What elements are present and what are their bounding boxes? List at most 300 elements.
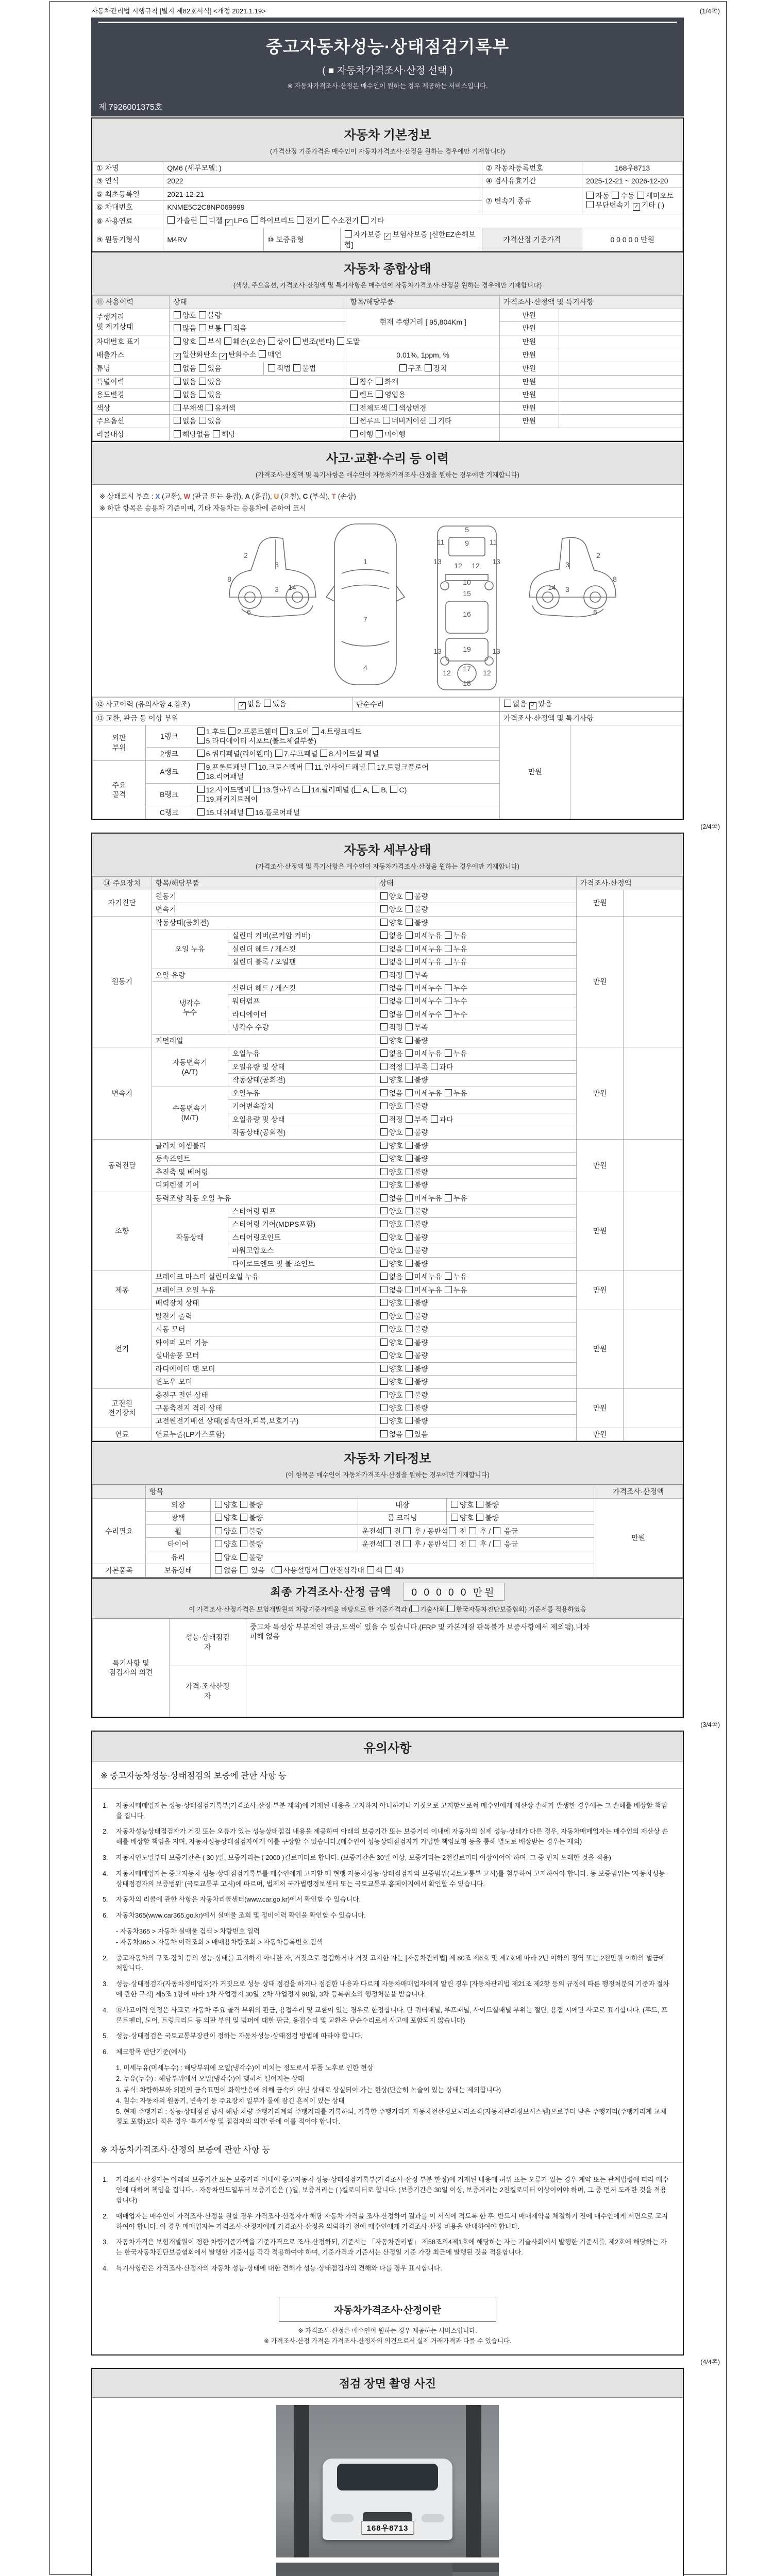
notice-item: 1. 자동차매매업자는 성능·상태점검기록부(가격조사·산정 부분 제외)에 기재된 내용을 고지하지 아니하거나 거짓으로 고지함으로써 매수인에게 재산상 손해가 발생한 경우에는 그 손해를 배상할 책임을 집니다. — [103, 1801, 667, 1820]
checkbox-unchecked — [445, 1194, 452, 1201]
checkbox-unchecked — [380, 945, 388, 952]
form-cell: 12.사이드멤버 13.휠하우스 14.필러패널 ( A, B, C) 19.패키지트레이 — [193, 783, 499, 806]
form-cell: 광택 — [146, 1512, 211, 1524]
form-cell: 없음 있음 — [169, 415, 346, 428]
form-cell: 양호 불량 — [210, 1538, 358, 1551]
form-cell: 냉각수 누수 — [152, 982, 228, 1035]
checkbox-unchecked — [251, 216, 258, 224]
checkbox-unchecked — [406, 1351, 413, 1359]
checkbox-unchecked — [431, 1115, 438, 1123]
checkbox-unchecked — [215, 1514, 222, 1521]
checkbox-unchecked — [380, 919, 388, 926]
svg-text:13: 13 — [492, 647, 500, 656]
form-cell: 15.대쉬패널 16.플로어패널 — [193, 806, 499, 819]
form-cell: 양호 불량 — [376, 1336, 576, 1349]
form-cell: 워터펌프 — [228, 995, 376, 1008]
checkbox-unchecked — [406, 1207, 413, 1214]
form-cell: 실내송풍 모터 — [152, 1349, 376, 1362]
form-cell: 주요옵션 — [93, 415, 170, 428]
checkbox-unchecked — [215, 1501, 222, 1508]
checkbox-unchecked — [406, 1417, 413, 1424]
checkbox-unchecked — [380, 997, 388, 1004]
checkbox-unchecked — [380, 1286, 388, 1293]
checkbox-unchecked — [445, 1010, 452, 1018]
checkbox-unchecked — [337, 337, 344, 345]
checkbox-checked: ✓ — [384, 233, 391, 240]
checkbox-unchecked — [380, 1378, 388, 1385]
form-cell: ④ 검사유효기간 — [482, 175, 582, 188]
form-cell: 만원 — [500, 335, 559, 348]
checkbox-unchecked — [380, 1417, 388, 1424]
form-cell: 운전석 전 후 / 동반석 전 후 / 응급 — [358, 1524, 594, 1537]
form-cell — [559, 362, 682, 375]
checkbox-unchecked — [406, 1430, 413, 1437]
form-cell: 만원 — [500, 375, 559, 388]
final-price-label: 최종 가격조사·산정 금액 — [270, 1586, 392, 1598]
form-cell: 자동 수동 세미오토 무단변속기 ✓ 기타 ( ) — [582, 188, 683, 214]
form-cell: ⑧ 사용연료 — [93, 214, 163, 228]
form-cell: 발전기 출력 — [152, 1310, 376, 1323]
form-cell: 동력조향 작동 오일 누유 — [152, 1192, 376, 1205]
form-cell: ③ 연식 — [93, 175, 163, 188]
form-cell: 만원 — [576, 916, 624, 1047]
form-cell: 만원 — [594, 1498, 683, 1577]
checkbox-unchecked — [380, 1246, 388, 1253]
form-cell: 1랭크 — [146, 725, 193, 748]
form-cell: 없음 있음 — [169, 388, 346, 401]
notice-subitem: 1. 미세누유(미세누수) : 해당부위에 오일(냉각수)이 비치는 정도로서 부품 노후로 인한 현상 — [116, 2064, 374, 2072]
form-cell — [624, 1428, 683, 1440]
svg-text:1: 1 — [363, 557, 367, 566]
checkbox-unchecked — [306, 763, 313, 770]
form-cell: 없음 미세누유 누유 — [376, 1270, 576, 1283]
form-cell: 적정 부족 — [376, 969, 576, 981]
detail-state-title: 자동차 세부상태 — [344, 843, 431, 858]
form-cell — [246, 1666, 682, 1717]
checkbox-unchecked — [380, 1181, 388, 1188]
form-cell: 없음 미세누수 누수 — [376, 1008, 576, 1021]
form-cell: ⑪ 사용이력 — [93, 296, 170, 309]
checkbox-unchecked — [380, 1220, 388, 1227]
svg-text:11: 11 — [436, 538, 445, 547]
form-cell: 양호 불량 — [376, 1244, 576, 1257]
checkbox-unchecked — [240, 1540, 247, 1547]
form-cell: 만원 — [500, 322, 559, 335]
overall-state-band — [92, 251, 683, 295]
checkbox-unchecked — [380, 931, 388, 939]
checkbox-unchecked — [445, 945, 452, 952]
svg-text:12: 12 — [472, 562, 480, 570]
checkbox-unchecked — [224, 337, 231, 345]
basic-info-band — [92, 118, 683, 161]
form-cell: 양호 불량 — [376, 1153, 576, 1165]
form-cell: 특기사항 및 점검자의 의견 — [93, 1619, 170, 1717]
notice-item: 3. 자동차인도일부터 보증기간은 ( 30 )일, 보증거리는 ( 2000 )킬로미터로 합니다. (보증기간은 30일 이상, 보증거리는 2천킬로미터 이상이어야 하며, 그 중 먼저 도래한 것을 적용) — [103, 1854, 611, 1861]
title-header — [91, 18, 684, 116]
checkbox-unchecked — [406, 1063, 413, 1070]
checkbox-unchecked — [312, 727, 319, 735]
checkbox-unchecked — [380, 1391, 388, 1398]
checkbox-unchecked — [380, 984, 388, 991]
form-cell: 오일유량 및 상태 — [228, 1060, 376, 1073]
checkbox-unchecked — [240, 1501, 247, 1508]
checkbox-unchecked — [406, 1378, 413, 1385]
form-cell: 없음 있음 — [169, 375, 346, 388]
form-cell — [559, 348, 682, 362]
checkbox-unchecked — [228, 727, 236, 735]
etc-info-band — [92, 1441, 683, 1485]
checkbox-unchecked — [406, 971, 413, 978]
form-cell: 고전원 전기장치 — [93, 1388, 152, 1428]
form-cell: ⑦ 변속기 종류 — [482, 188, 582, 214]
checkbox-unchecked — [174, 378, 181, 385]
checkbox-unchecked — [406, 1155, 413, 1162]
form-cell: 실린더 커버(로커암 커버) — [228, 929, 376, 942]
form-cell: 디퍼렌셜 기어 — [152, 1179, 376, 1192]
form-cell: 타이어 — [146, 1538, 211, 1551]
form-cell: 없음 있음 — [169, 362, 263, 375]
form-cell: 2022 — [163, 175, 482, 188]
form-cell: 항목 — [146, 1485, 594, 1498]
form-cell — [559, 309, 682, 321]
svg-text:17: 17 — [463, 665, 471, 673]
checkbox-checked: ✓ — [174, 353, 181, 360]
form-cell: 양호 불량 — [376, 916, 576, 929]
form-cell: ⑤ 최초등록일 — [93, 188, 163, 200]
form-cell: 원동기 — [93, 916, 152, 1047]
form-cell: 양호 불량 — [376, 1126, 576, 1139]
svg-text:6: 6 — [593, 608, 597, 617]
checkbox-unchecked — [264, 700, 271, 707]
checkbox-unchecked — [293, 337, 300, 345]
checkbox-unchecked — [367, 1566, 374, 1573]
notice-item: 4. 특기사항란은 가격조사·산정자의 자동차 성능·상태에 대한 견해가 성능·상태점검자의 견해와 다를 경우 표시합니다. — [103, 2264, 442, 2273]
checkbox-checked: ✓ — [220, 353, 227, 360]
checkbox-unchecked — [380, 1010, 388, 1018]
checkbox-unchecked — [240, 1514, 247, 1521]
checkbox-checked: ✓ — [225, 219, 232, 226]
checkbox-unchecked — [197, 786, 205, 793]
checkbox-unchecked — [406, 892, 413, 900]
checkbox-unchecked — [406, 1391, 413, 1398]
notice-item: 6. 자동차365(www.car365.go.kr)에서 실매물 조회 및 정비이력 확인을 확인할 수 있습니다. — [103, 1911, 366, 1920]
form-cell: 룸 크리닝 — [358, 1512, 447, 1524]
form-cell: ⑫ 사고이력 (유의사항 4.참조) — [93, 698, 234, 711]
form-cell: 항목/해당부품 — [346, 296, 500, 309]
checkbox-unchecked — [406, 1102, 413, 1109]
checkbox-unchecked — [406, 1049, 413, 1057]
form-cell: 고전원전기배선 상태(접속단자,피복,보호기구) — [152, 1415, 376, 1428]
form-cell: 만원 — [500, 415, 559, 428]
checkbox-unchecked — [372, 786, 379, 793]
checkbox-unchecked — [240, 1566, 247, 1573]
form-cell: 수동변속기 (M/T) — [152, 1087, 228, 1139]
checkbox-unchecked — [246, 808, 254, 816]
checkbox-unchecked — [197, 763, 205, 770]
final-price-band — [92, 1578, 683, 1619]
form-cell: 없음 미세누유 누유 — [376, 1087, 576, 1099]
checkbox-unchecked — [200, 216, 207, 224]
checkbox-unchecked — [199, 417, 206, 424]
checkbox-unchecked — [380, 1128, 388, 1136]
form-cell: 냉각수 수량 — [228, 1021, 376, 1034]
checkbox-unchecked — [380, 1325, 388, 1332]
form-cell: 양호 불량 — [169, 309, 346, 321]
form-cell: 동력전달 — [93, 1139, 152, 1192]
svg-text:3: 3 — [275, 561, 279, 569]
checkbox-unchecked — [406, 984, 413, 991]
form-cell: 만원 — [500, 309, 559, 321]
checkbox-unchecked — [411, 1605, 418, 1612]
form-cell: 중고차 특성상 부분적인 판금,도색이 있을 수 있습니다.(FRP 및 카본재질 판독불가 보증사항에서 제외됨).내차 피해 없음 — [246, 1619, 682, 1666]
form-cell: 2랭크 — [146, 748, 193, 760]
form-cell: KNME5C2C8NP069999 — [163, 201, 482, 214]
form-cell: 없음 미세누유 누유 — [376, 1047, 576, 1060]
checkbox-unchecked — [297, 216, 304, 224]
checkbox-unchecked — [215, 1527, 222, 1534]
checkbox-unchecked — [451, 1514, 458, 1521]
checkbox-unchecked — [350, 391, 358, 398]
form-cell: QM6 (세부모델: ) — [163, 162, 482, 175]
form-cell: 성능·상태점검 자 — [169, 1619, 246, 1666]
checkbox-unchecked — [451, 1501, 458, 1508]
form-cell: 자기진단 — [93, 890, 152, 916]
page-number-2: (2/4쪽) — [700, 823, 720, 831]
detail-state-table — [92, 876, 683, 1441]
checkbox-unchecked — [213, 430, 220, 437]
checkbox-checked: ✓ — [529, 702, 536, 709]
form-cell: 양호 불량 — [376, 1218, 576, 1231]
checkbox-unchecked — [380, 1365, 388, 1372]
notice-subitem: - 자동차365 > 자동차 실매물 검색 > 차량번호 입력 — [116, 1927, 260, 1936]
form-cell: ✓ 없음 있음 — [234, 698, 352, 711]
svg-text:14: 14 — [548, 583, 556, 592]
checkbox-unchecked — [404, 1527, 411, 1534]
form-cell: 수리필요 — [93, 1498, 146, 1564]
notice-item: 2. 중고자동차의 구조·장치 등의 성능·상태를 고지하지 아니한 자, 거짓으로 점검하거나 거짓 고지한 자는 [자동차관리법] 제 80조 제6호 및 제7호에 따라 2년 이하의 징역 또는 2천만원 이하의 벌금에 처합니다. — [103, 1954, 665, 1972]
notices-band — [92, 1732, 683, 1761]
final-price-note: 이 가격조사·산정가격은 보험개발원의 차량기준가액을 바탕으로 한 기준가격과 ( 기술사회, 한국자동차진단보증협회) 기준서를 적용하였음 — [189, 1605, 586, 1613]
checkbox-unchecked — [275, 1566, 282, 1573]
form-cell: 현재 주행거리 [ 95,804Km ] — [346, 309, 500, 335]
notice-item: 1. 가격조사·산정자는 아래의 보증기간 또는 보증거리 이내에 중고자동차 성능·상태점검기록부(가격조사·산정 부분 한정)에 기재된 내용에 허위 또는 오류가 있는 경우 계약 또는 관계법령에 따라 매수인에 대하여 책임을 집니다. · 자동차인도일부터 보증기간은 ( )일, 보증거리는 ( )킬로미터로 합니다. (보증기간은 30일 이상, 보증거리는 2천킬로미터 이상이어야 하며, 그 중 먼저 도래한 것을 적용합니다) — [103, 2176, 669, 2204]
form-cell: 원동기 — [152, 890, 376, 903]
checkbox-unchecked — [380, 1168, 388, 1175]
inspection-photo-front — [276, 2405, 499, 2557]
form-cell: 가격·조사산정 자 — [169, 1666, 246, 1717]
basic-info-subtitle: (가격산정 기준가격은 매수인이 자동차가격조사·산정을 원하는 경우에만 기재합니다) — [270, 148, 505, 155]
form-cell: 기본품목 — [93, 1564, 146, 1577]
price-survey-info-lines: ※ 가격조사·산정은 매수인이 원하는 경우 제공하는 서비스입니다. ※ 가격조사·산정 가격은 가격조사·산정자의 의견으로서 실제 거래가격과 다를 수 있습니다. — [263, 2327, 512, 2345]
document-note: ※ 자동차가격조사·산정은 매수인이 원하는 경우 제공하는 서비스입니다. — [287, 82, 488, 90]
form-cell: 유리 — [146, 1551, 211, 1564]
notice-item: 2. 매매업자는 매수인이 가격조사·산정을 원할 경우 가격조사·산정자가 해당 자동차 가격을 조사·산정하여 결과를 이 서식에 적도록 한 후, 반드시 매매계약을 체결하기 전에 매수인에게 서면으로 고지하여야 합니다. 이 경우 매매업자는 가격조사·산정자에게 가격조사·산정을 의뢰하기 전에 매수인에게 가격조사·산정 비용을 안내하여야 합니다. — [103, 2212, 668, 2230]
page-number-3: (3/4쪽) — [700, 1721, 720, 1728]
page-number-1: (1/4쪽) — [699, 7, 720, 15]
form-cell: 만원 — [500, 401, 559, 414]
checkbox-unchecked — [380, 1338, 388, 1346]
checkbox-unchecked — [476, 1501, 483, 1508]
photos-title: 점검 장면 촬영 사진 — [92, 2369, 683, 2398]
checkbox-unchecked — [215, 1540, 222, 1547]
checkbox-unchecked — [167, 216, 175, 224]
checkbox-unchecked — [431, 1063, 438, 1070]
checkbox-unchecked — [406, 1142, 413, 1149]
svg-text:7: 7 — [363, 615, 367, 624]
checkbox-unchecked — [354, 786, 361, 793]
form-cell: 오일유량 및 상태 — [228, 1113, 376, 1126]
checkbox-unchecked — [406, 1325, 413, 1332]
form-cell: 가격산정 기준가격 — [482, 228, 582, 251]
svg-text:11: 11 — [489, 538, 497, 547]
checkbox-unchecked — [406, 1089, 413, 1096]
svg-text:6: 6 — [247, 608, 251, 617]
checkbox-unchecked — [399, 364, 407, 371]
svg-text:13: 13 — [433, 557, 442, 566]
form-cell: 적법 불법 — [264, 362, 346, 375]
checkbox-unchecked — [275, 750, 282, 757]
form-cell: 오일누유 — [228, 1087, 376, 1099]
form-cell: 배력장치 상태 — [152, 1297, 376, 1310]
form-cell: 상태 — [376, 877, 576, 890]
form-cell: ⑥ 차대번호 — [93, 201, 163, 214]
notices-group-heading: ※ 중고자동차성능·상태점검의 보증에 관한 사항 등 — [92, 1761, 683, 1789]
notice-item: 6. 체크항목 판단기준(예시) — [103, 2048, 186, 2056]
form-cell: 0.01%, 1ppm, % — [346, 348, 500, 362]
svg-text:13: 13 — [433, 647, 442, 656]
form-cell: 침수 화재 — [346, 375, 500, 388]
checkbox-unchecked — [368, 763, 375, 770]
document-number: 제 7926001375호 — [98, 103, 163, 112]
checkbox-unchecked — [380, 1142, 388, 1149]
checkbox-unchecked — [174, 391, 181, 398]
form-cell: 리콜대상 — [93, 428, 170, 440]
document-subtitle: ( ■ 자동차가격조사·산정 선택 ) — [322, 65, 453, 76]
form-cell: 만원 — [576, 1428, 624, 1440]
checkbox-unchecked — [586, 201, 594, 208]
checkbox-unchecked — [380, 1023, 388, 1030]
form-cell: M4RV — [163, 228, 264, 251]
form-cell: 용도변경 — [93, 388, 170, 401]
car-damage-diagrams — [92, 518, 683, 697]
svg-text:15: 15 — [463, 589, 471, 598]
form-cell — [624, 1047, 683, 1139]
checkbox-checked: ✓ — [633, 204, 640, 211]
form-cell: 가격조사·산정액 및 특기사항 — [500, 712, 683, 725]
accident-title: 사고·교환·수리 등 이력 — [326, 452, 449, 466]
checkbox-unchecked — [445, 1049, 452, 1057]
form-cell: 추진축 및 베어링 — [152, 1165, 376, 1178]
form-cell: 없음 있음 — [376, 1428, 576, 1440]
checkbox-unchecked — [493, 1540, 500, 1547]
form-cell: 전기 — [93, 1310, 152, 1388]
form-cell: 주행거리 및 계기상태 — [93, 309, 170, 335]
form-cell — [624, 1270, 683, 1310]
checkbox-unchecked — [380, 1049, 388, 1057]
form-cell: 단순수리 — [352, 698, 499, 711]
checkbox-unchecked — [406, 945, 413, 952]
svg-text:5: 5 — [465, 526, 469, 534]
form-cell: ① 차명 — [93, 162, 163, 175]
checkbox-unchecked — [445, 997, 452, 1004]
form-cell: 2021-12-21 — [163, 188, 482, 200]
checkbox-unchecked — [493, 1527, 500, 1534]
svg-text:14: 14 — [288, 583, 296, 592]
form-cell: 외장 — [146, 1498, 211, 1511]
checkbox-unchecked — [259, 350, 266, 358]
etc-info-table — [92, 1485, 683, 1577]
notice-item: 4. 자동차매매업자는 중고자동차 성능·상태점검기록부를 매수인에게 고지할 때 현행 자동차성능·상태점검자의 보증범위(국토교통부 고시)를 첨부하여 고지하여야 합니다. 동 보증범위는 '자동차성능·상태점검자의 보증범위' (국토교통부 고시)에 따르며, 법제처 국가법령정보센터 또는 국토교통부 홈페이지에서 확인할 수 있습니다. — [103, 1869, 667, 1888]
svg-text:19: 19 — [463, 645, 471, 654]
form-cell — [624, 1192, 683, 1270]
form-cell: 만원 — [576, 1139, 624, 1192]
section-basic-info — [91, 117, 684, 820]
checkbox-unchecked — [406, 1168, 413, 1175]
form-cell: 양호 불량 — [376, 1388, 576, 1401]
form-cell: 운전석 전 후 / 동반석 전 후 / 응급 — [358, 1538, 594, 1551]
form-cell: 양호 불량 — [210, 1498, 358, 1511]
checkbox-unchecked — [199, 337, 206, 345]
form-cell: 실린더 헤드 / 개스킷 — [228, 982, 376, 995]
checkbox-unchecked — [280, 727, 288, 735]
checkbox-unchecked — [406, 1286, 413, 1293]
notice-subitem: 5. 현재 주행거리 : 성능·상태점검 당시 해당 차량 주행거리계의 주행거리를 기록하되, 기록한 주행거리가 자동차전산정보처리조직(자동차관리정보시스템)으로부터 받은 주행거리(주행거리계 교체 정보 포함)보다 적은 경우 '특기사항 및 점검자의 의견' 란에 이를 적어야 합니다. — [116, 2107, 667, 2126]
checkbox-unchecked — [303, 786, 310, 793]
checkbox-unchecked — [240, 1527, 247, 1534]
checkbox-unchecked — [406, 905, 413, 912]
form-cell: 없음 미세누유 누유 — [376, 956, 576, 969]
accident-band — [92, 441, 683, 485]
checkbox-unchecked — [383, 1540, 391, 1547]
form-cell: 보유상태 — [146, 1564, 211, 1577]
form-cell: 적정 부족 — [376, 1021, 576, 1034]
price-survey-info-box: 자동차가격조사·산정이란 — [279, 2297, 496, 2322]
notices-group-body — [92, 2163, 683, 2287]
form-cell: 스티어링조인트 — [228, 1231, 376, 1244]
notice-subitem: 2. 누유(누수) : 해당부위에서 오일(냉각수)이 맺혀서 떨어지는 상태 — [116, 2075, 305, 2083]
checkbox-unchecked — [361, 216, 368, 224]
form-cell: 168우8713 — [582, 162, 683, 175]
form-cell: ⑬ 교환, 판금 등 이상 부위 — [93, 712, 500, 725]
form-cell: 조향 — [93, 1192, 152, 1270]
form-cell — [93, 1485, 146, 1498]
checkbox-unchecked — [345, 230, 352, 238]
notice-item: 2. 자동차성능상태점검자가 거짓 또는 오류가 있는 성능상태점검 내용을 제공하여 아래의 보증기간 또는 보증거리 이내에 자동차의 실제 성능·상태가 다른 경우, 자동차매매업자는 매수인의 재산상 손해를 배상할 책임을 지며, 자동차성능상태점검자에게 이를 구상할 수 있습니다.(매수인이 성능상태점검자가 가입한 책임보험 등을 통해 별도로 배상받는 경우는 제외) — [103, 1827, 668, 1846]
checkbox-unchecked — [406, 958, 413, 965]
form-cell: 없음 미세누수 누수 — [376, 982, 576, 995]
checkbox-unchecked — [380, 1260, 388, 1267]
checkbox-unchecked — [449, 1527, 456, 1534]
checkbox-unchecked — [380, 1312, 388, 1319]
form-cell: 와이퍼 모터 기능 — [152, 1336, 376, 1349]
svg-text:3: 3 — [565, 585, 569, 594]
notices-group-heading: ※ 자동차가격조사·산정의 보증에 관한 사항 등 — [92, 2136, 683, 2163]
checkbox-unchecked — [350, 378, 358, 385]
svg-text:10: 10 — [463, 578, 471, 587]
checkbox-unchecked — [380, 1273, 388, 1280]
checkbox-unchecked — [380, 1102, 388, 1109]
form-cell: 이행 미이행 — [346, 428, 500, 440]
lift-post-left — [294, 2405, 309, 2557]
checkbox-unchecked — [174, 364, 181, 371]
form-cell: 양호 불량 — [376, 890, 576, 903]
form-cell: 없음 미세누유 누유 — [376, 929, 576, 942]
form-cell: 작동상태(공회전) — [228, 1074, 376, 1087]
checkbox-unchecked — [406, 1233, 413, 1241]
form-cell: 만원 — [576, 1047, 624, 1139]
form-cell: 휠 — [146, 1524, 211, 1537]
checkbox-unchecked — [350, 417, 358, 424]
